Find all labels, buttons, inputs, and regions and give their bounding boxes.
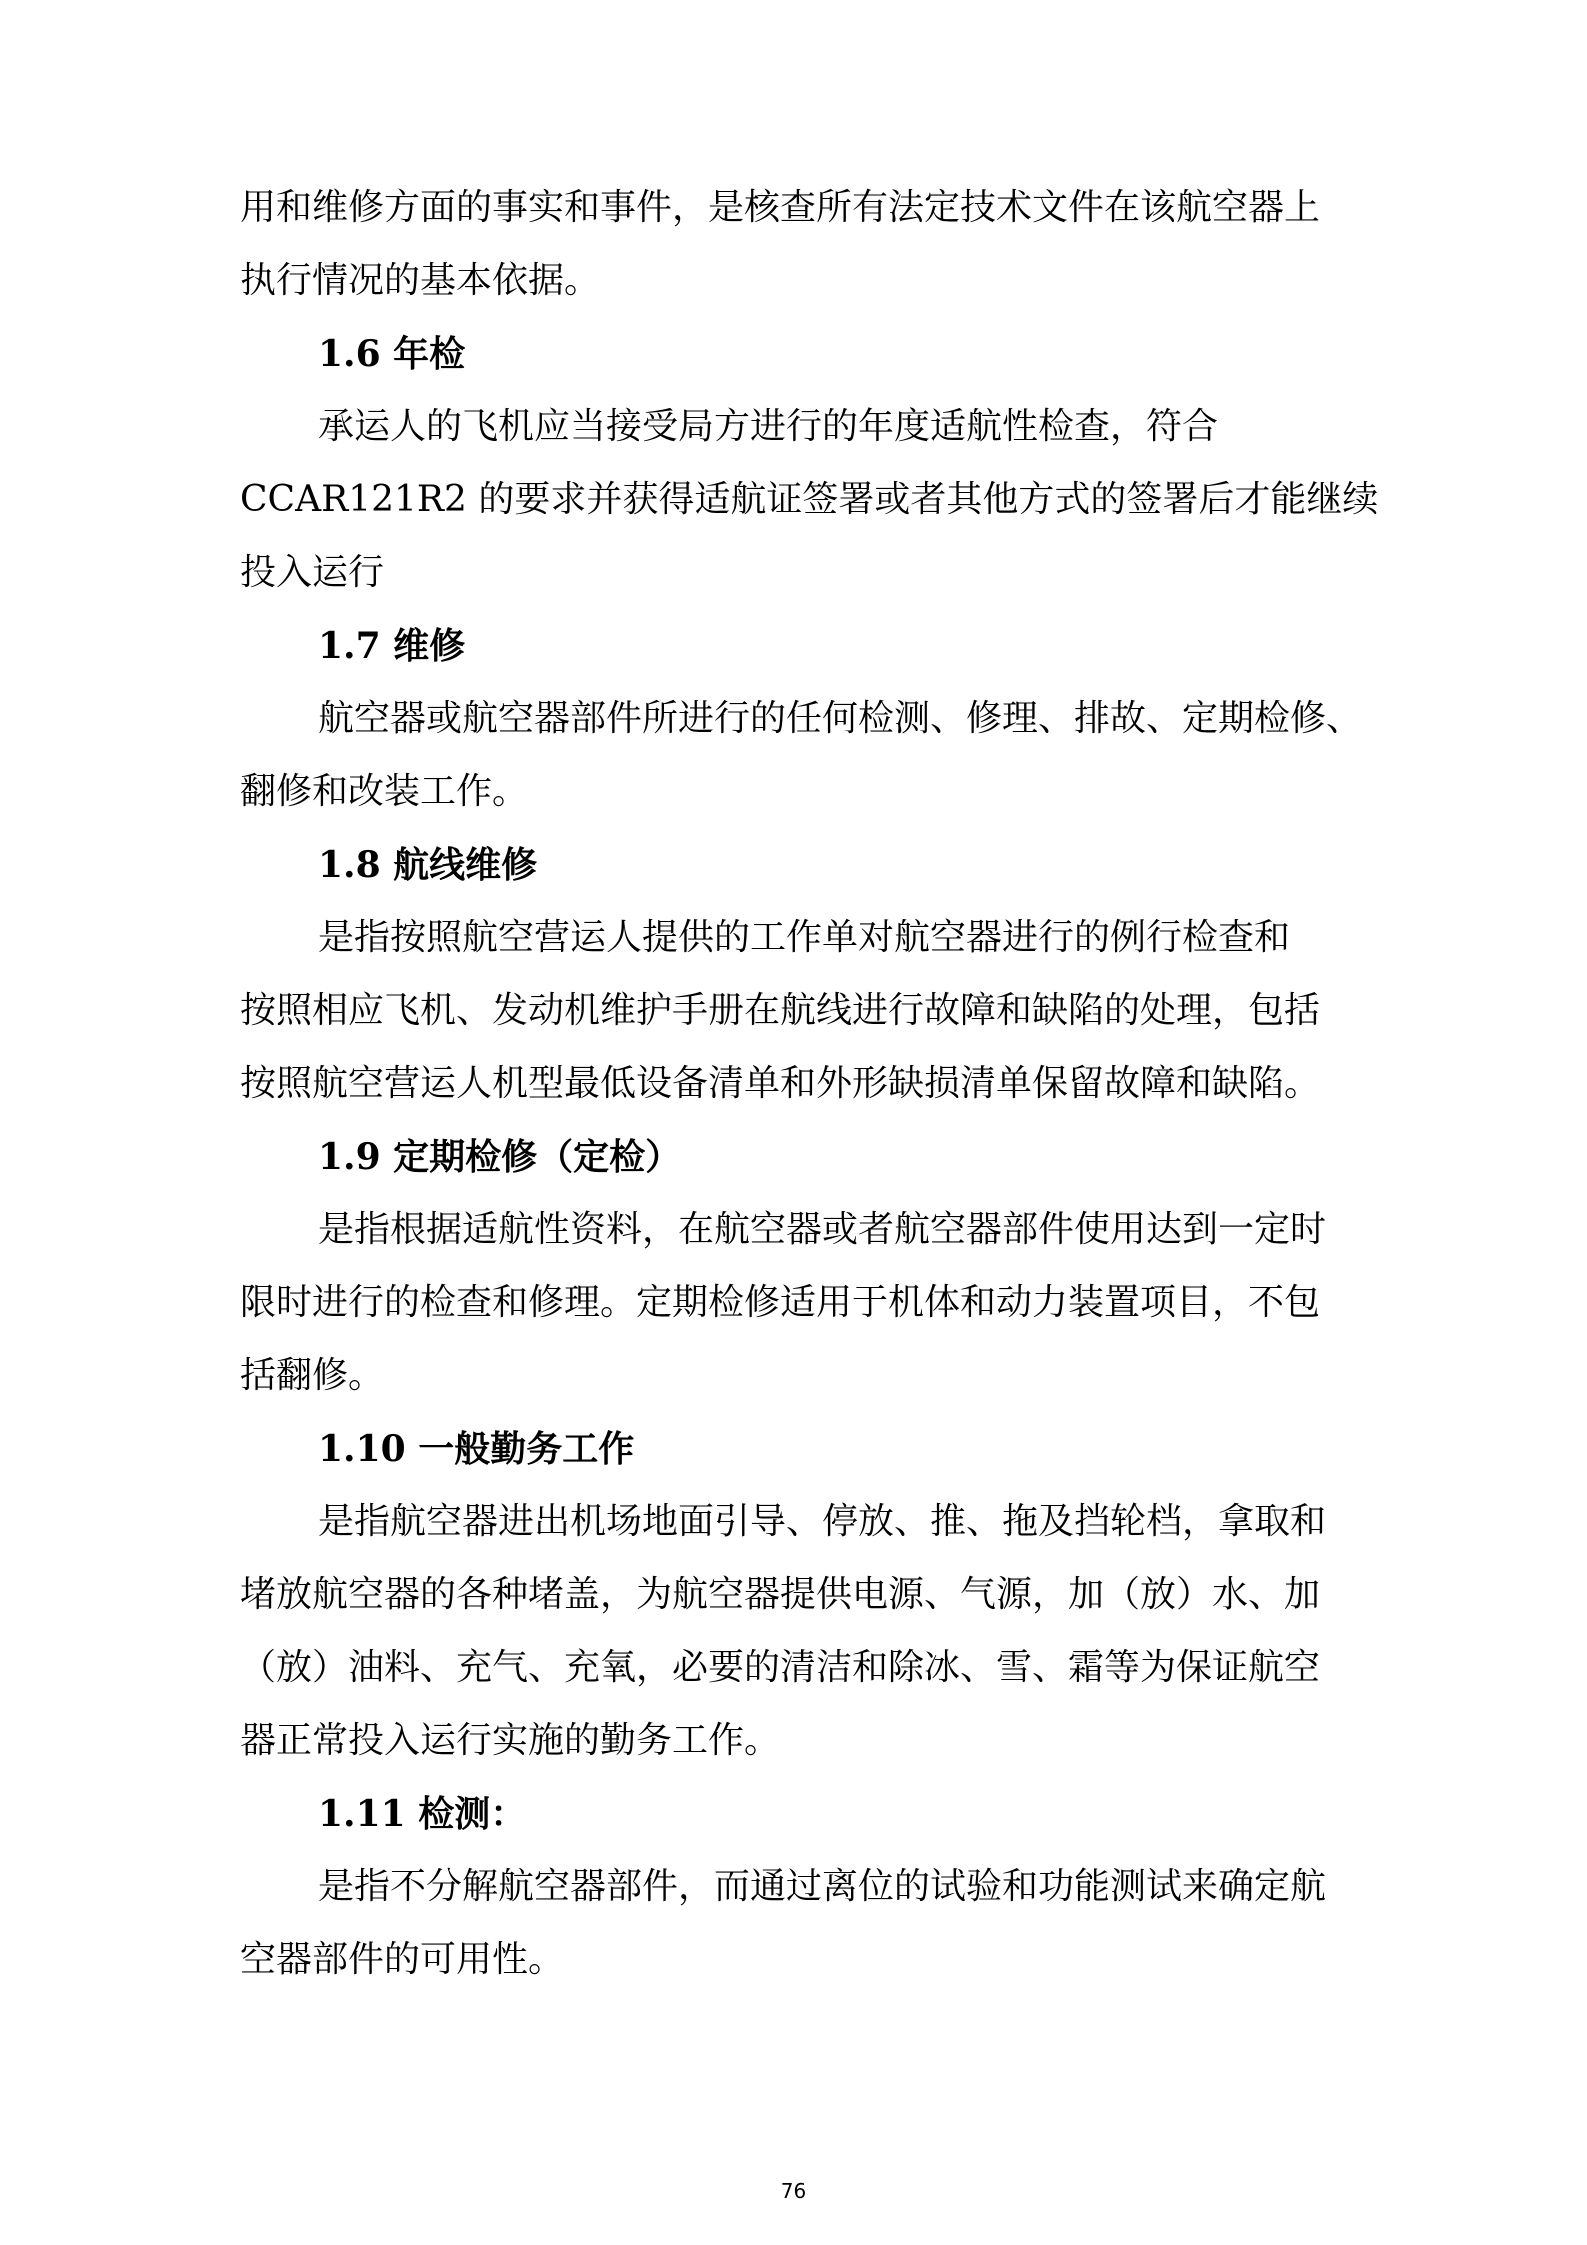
- body-text-line: 是指根据适航性资料，在航空器或者航空器部件使用达到一定时: [318, 1209, 1327, 1250]
- body-text-line: CCAR121R2 的要求并获得适航证签署或者其他方式的签署后才能继续: [240, 479, 1379, 520]
- body-text-line: 执行情况的基本依据。: [240, 260, 601, 301]
- body-text-line: 是指不分解航空器部件，而通过离位的试验和功能测试来确定航: [318, 1866, 1327, 1907]
- body-text-line: 是指按照航空营运人提供的工作单对航空器进行的例行检查和: [318, 917, 1291, 958]
- body-text-line: 投入运行: [240, 552, 385, 593]
- page-number: 76: [780, 2179, 807, 2203]
- body-text-line: 航空器或航空器部件所进行的任何检测、修理、排故、定期检修、: [318, 698, 1363, 739]
- section-heading-1-9: 1.9 定期检修（定检）: [318, 1136, 682, 1178]
- body-text-line: 用和维修方面的事实和事件，是核查所有法定技术文件在该航空器上: [240, 187, 1321, 228]
- section-heading-1-8: 1.8 航线维修: [318, 844, 538, 886]
- body-text-line: （放）油料、充气、充氧，必要的清洁和除冰、雪、霜等为保证航空: [240, 1647, 1321, 1688]
- body-text-line: 括翻修。: [240, 1355, 385, 1396]
- body-text-line: 翻修和改装工作。: [240, 771, 529, 812]
- section-heading-1-7: 1.7 维修: [318, 625, 466, 667]
- body-text-line: 按照相应飞机、发动机维护手册在航线进行故障和缺陷的处理，包括: [240, 990, 1321, 1031]
- section-heading-1-10: 1.10 一般勤务工作: [318, 1428, 635, 1470]
- body-text-line: 是指航空器进出机场地面引导、停放、推、拖及挡轮档，拿取和: [318, 1501, 1327, 1542]
- section-heading-1-6: 1.6 年检: [318, 333, 466, 375]
- body-text-line: 空器部件的可用性。: [240, 1939, 565, 1980]
- section-heading-1-11: 1.11 检测：: [318, 1793, 527, 1835]
- body-text-line: 限时进行的检查和修理。定期检修适用于机体和动力装置项目，不包: [240, 1282, 1321, 1323]
- body-text-line: 堵放航空器的各种堵盖，为航空器提供电源、气源，加（放）水、加: [240, 1574, 1321, 1615]
- body-text-line: 器正常投入运行实施的勤务工作。: [240, 1720, 781, 1761]
- body-text-line: 承运人的飞机应当接受局方进行的年度适航性检查，符合: [318, 406, 1219, 447]
- body-text-line: 按照航空营运人机型最低设备清单和外形缺损清单保留故障和缺陷。: [240, 1063, 1321, 1104]
